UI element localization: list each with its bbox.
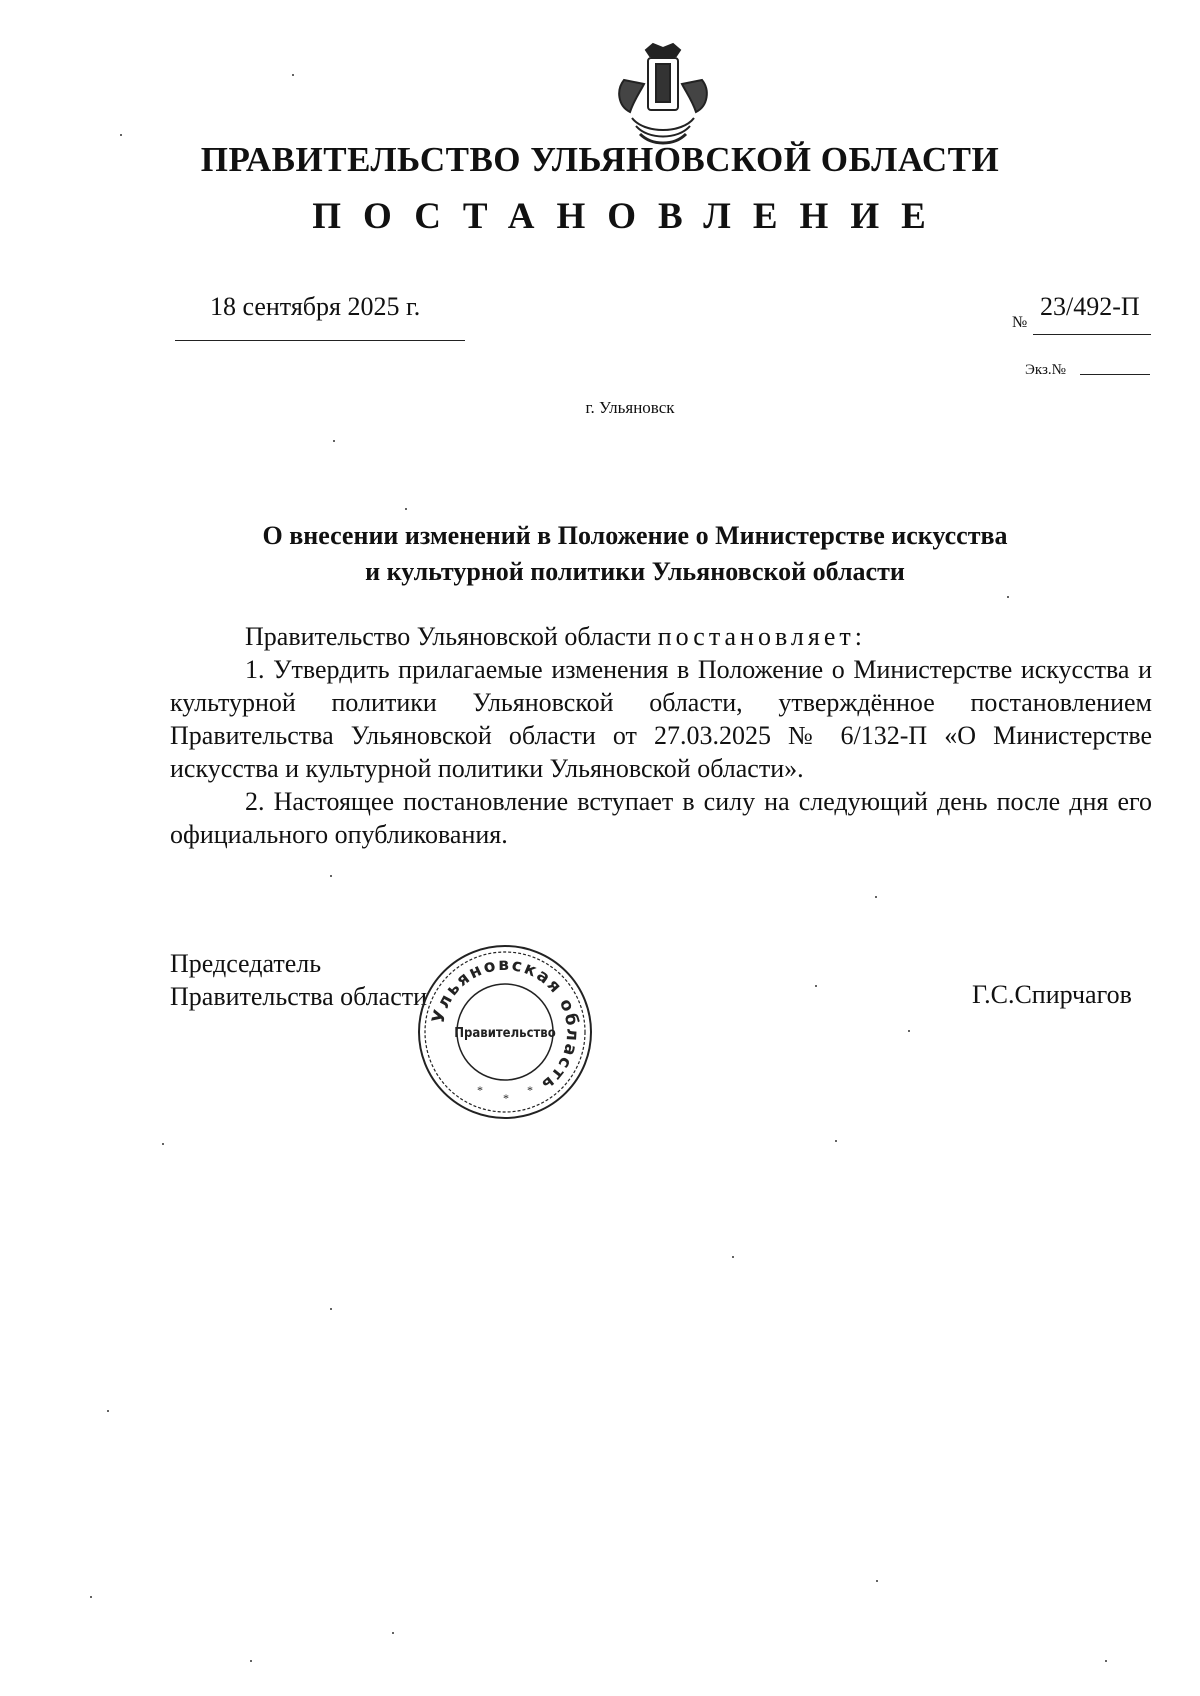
scan-speck: [330, 1308, 332, 1310]
document-number: 23/492-П: [1040, 292, 1140, 321]
scan-speck: [292, 74, 294, 76]
signatory-title-line-2: Правительства области: [170, 982, 428, 1011]
signatory-title: [170, 947, 427, 1013]
coat-of-arms-emblem: [610, 40, 716, 150]
svg-text:Правительство: Правительство: [454, 1026, 556, 1041]
item-2: 2. Настоящее постановление вступает в силу на следующий день после дня его официального опубликования.: [170, 787, 1152, 849]
scan-speck: [1105, 1660, 1107, 1662]
scan-speck: [815, 985, 817, 987]
scan-speck: [405, 508, 407, 510]
scan-speck: [330, 875, 332, 877]
scan-speck: [876, 1580, 878, 1582]
scan-speck: [250, 1660, 252, 1662]
scan-speck: [908, 1030, 910, 1032]
document-type-heading: ПОСТАНОВЛЕНИЕ: [312, 196, 948, 237]
scan-speck: [732, 1256, 734, 1258]
document-date: 18 сентября 2025 г.: [210, 292, 421, 321]
scan-speck: [162, 1143, 164, 1145]
signatory-title-line-1: Председатель: [170, 949, 322, 978]
preamble-text: Правительство Ульяновской области: [245, 622, 658, 651]
scan-speck: [107, 1410, 109, 1412]
official-seal: [415, 942, 595, 1122]
copy-number-label: Экз.№: [1025, 362, 1066, 378]
svg-text:*: *: [477, 1083, 483, 1097]
number-underline: [1033, 334, 1151, 335]
organization-title: ПРАВИТЕЛЬСТВО УЛЬЯНОВСКОЙ ОБЛАСТИ: [200, 140, 1000, 179]
svg-text:*: *: [527, 1083, 533, 1097]
document-body: [170, 620, 1152, 851]
svg-text:*: *: [503, 1091, 509, 1105]
scan-speck: [875, 896, 877, 898]
scan-speck: [90, 1596, 92, 1598]
svg-text:Ульяновская область: Ульяновская область: [428, 954, 583, 1096]
scan-speck: [835, 1140, 837, 1142]
city-name: г. Ульяновск: [585, 398, 675, 417]
item-1: 1. Утвердить прилагаемые изменения в Положение о Министерстве искусства и культурной политики Ульяновской области, утверждённое постановлением Правительства Ульяновской области от 27.03.2025 № 6/132-П «О Министерстве искусства и культурной политики Ульяновской области».: [170, 655, 1152, 783]
signatory-name: Г.С.Спирчагов: [972, 980, 1132, 1009]
preamble: [170, 620, 1152, 653]
scan-speck: [1007, 596, 1009, 598]
scan-speck: [333, 440, 335, 442]
scan-speck: [392, 1632, 394, 1634]
date-underline: [175, 340, 465, 341]
preamble-decree-word: постановляет:: [657, 622, 866, 651]
subject-line-2: и культурной политики Ульяновской области: [365, 557, 905, 586]
copy-number-underline: [1080, 374, 1150, 375]
subject-line-1: О внесении изменений в Положение о Министерстве искусства: [262, 521, 1008, 550]
document-subject: [200, 518, 1070, 590]
number-sign: №: [1012, 314, 1028, 331]
scan-speck: [120, 134, 122, 136]
